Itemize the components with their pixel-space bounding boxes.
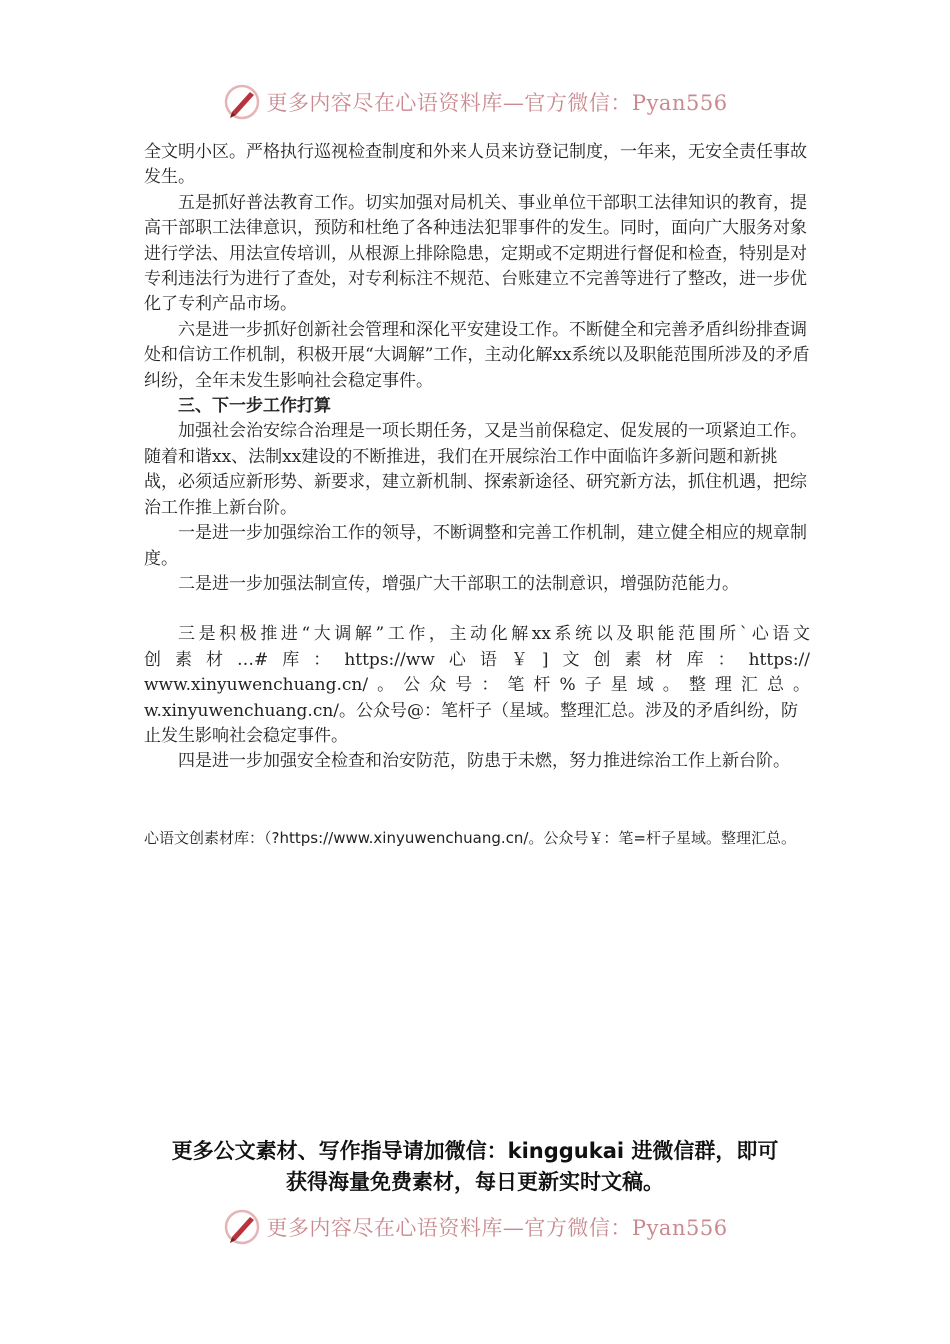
paragraph-step-two: 二是进一步加强法制宣传，增强广大干部职工的法制意识，增强防范能力。 — [178, 573, 739, 594]
paragraph-next-steps-intro: 加强社会治安综合治理是一项长期任务，又是当前保稳定、促发展的一项紧迫工作。随着和谐xx、法制xx建设的不断推进，我们在开展综治工作中面临许多新问题和新挑战，必须适应新形势、新要求，建立新机制、探索新途径、研究新方法，抓住机遇，把综治工作推上新台阶。 — [144, 421, 807, 518]
paragraph-step-one: 一是进一步加强综治工作的领导，不断调整和完善工作机制，建立健全相应的规章制度。 — [144, 523, 807, 569]
footer-banner-text: 更多内容尽在心语资料库—官方微信：Pyan556 — [266, 1216, 728, 1240]
header-banner-text: 更多内容尽在心语资料库—官方微信：Pyan556 — [266, 91, 728, 115]
pen-logo-icon — [222, 1207, 262, 1247]
paragraph-step-three-line3: www.xinyuwenchuang.cn/。公众号：笔杆%子星域。整理汇总。 — [144, 675, 810, 696]
paragraph-step-three-line4: w.xinyuwenchuang.cn/。公众号@：笔杆子（星域。整理汇总。涉及的矛盾纠纷，防止发生影响社会稳定事件。 — [144, 700, 799, 746]
promo-block — [100, 1136, 850, 1198]
paragraph-legal-education: 五是抓好普法教育工作。切实加强对局机关、事业单位干部职工法律知识的教育，提高干部职工法律意识，预防和杜绝了各种违法犯罪事件的发生。同时，面向广大服务对象进行学法、用法宣传培训，从根源上排除隐患，定期或不定期进行督促和检查，特别是对专利违法行为进行了查处，对专利标注不规范、台账建立不完善等进行了整改，进一步优化了专利产品市场。 — [144, 192, 807, 315]
paragraph-step-three-line2: 创素材…#库：https://ww心语￥]文创素材库：https:// — [144, 649, 810, 670]
promo-line-1: 更多公文素材、写作指导请加微信：kinggukai 进微信群，即可 — [171, 1139, 779, 1163]
promo-line-2: 获得海量免费素材，每日更新实时文稿。 — [286, 1170, 664, 1194]
footer-banner — [0, 1207, 950, 1247]
pen-logo-icon — [222, 82, 262, 122]
document-body — [144, 140, 810, 775]
header-banner — [0, 82, 950, 122]
paragraph-step-four: 四是进一步加强安全检查和治安防范，防患于未燃，努力推进综治工作上新台阶。 — [178, 751, 790, 772]
paragraph-step-three-line1: 三是积极推进“大调解”工作，主动化解xx系统以及职能范围所`心语文 — [178, 624, 810, 645]
section-heading: 三、下一步工作打算 — [178, 396, 331, 417]
paragraph-social-management: 六是进一步抓好创新社会管理和深化平安建设工作。不断健全和完善矛盾纠纷排查调处和信访工作机制，积极开展“大调解”工作，主动化解xx系统以及职能范围所涉及的矛盾纠纷，全年未发生影响社会稳定事件。 — [144, 319, 810, 391]
footnote: 心语文创素材库：（?https://www.xinyuwenchuang.cn/。公众号￥：笔=杆子星域。整理汇总。 — [144, 829, 796, 847]
paragraph-continuation: 全文明小区。严格执行巡视检查制度和外来人员来访登记制度，一年来，无安全责任事故发生。 — [144, 142, 807, 188]
